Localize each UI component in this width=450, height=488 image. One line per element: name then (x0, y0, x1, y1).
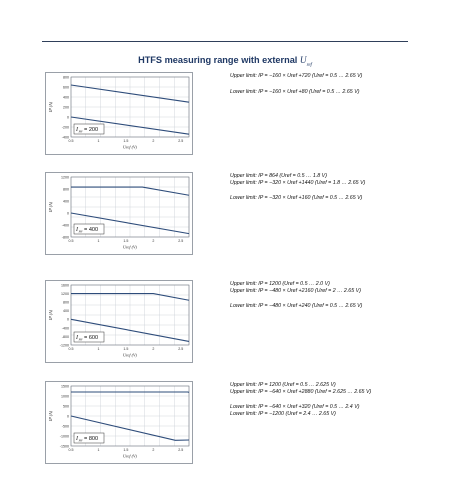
ipn-value: = 200 (84, 127, 99, 134)
y-tick-label: -400 (61, 223, 69, 228)
x-tick-label: 0.5 (68, 347, 74, 351)
y-tick-label: -800 (61, 334, 69, 339)
equation-line: Lower limit: IP = −160 × Uref +80 (Uref = 0.5 … 2.65 V) (230, 88, 360, 95)
chart-panel-3 (45, 280, 193, 363)
x-tick-label: 1 (97, 347, 100, 351)
chart-panel-4 (45, 381, 193, 464)
chart-1 (46, 73, 192, 154)
equation-group (230, 281, 362, 294)
x-tick-label: 1 (97, 239, 100, 243)
x-tick-label: 2.5 (178, 347, 184, 351)
x-tick-label: 2 (152, 139, 155, 143)
ipn-label: I (76, 335, 78, 342)
y-axis-label: IP (A) (48, 101, 53, 113)
equation-group (230, 404, 371, 417)
x-tick-label: 1 (97, 448, 100, 452)
x-tick-label: 2 (152, 347, 155, 351)
y-tick-label: 0 (67, 115, 69, 120)
y-tick-label: 0 (67, 211, 69, 216)
y-tick-label: 400 (63, 309, 69, 314)
equations-3 (230, 281, 362, 310)
x-tick-label: 2 (152, 239, 155, 243)
y-tick-label: 0 (67, 414, 69, 419)
ipn-label: I (76, 127, 78, 134)
x-tick-label: 0.5 (68, 139, 74, 143)
equations-2 (230, 173, 365, 202)
equation-line: Upper limit: IP = −480 × Uref +2160 (Uref = 2 … 2.65 V) (230, 287, 361, 294)
y-tick-label: 800 (63, 300, 69, 305)
ipn-sub: PN (78, 337, 83, 342)
y-tick-label: -400 (61, 135, 69, 140)
x-axis-label: Uref (V) (123, 352, 137, 358)
y-tick-label: 800 (63, 75, 69, 80)
y-tick-label: 500 (63, 404, 69, 409)
equation-group (230, 195, 365, 202)
y-tick-label: -800 (61, 235, 69, 240)
y-tick-label: -1000 (59, 434, 69, 439)
equations-4 (230, 382, 371, 417)
x-tick-label: 0.5 (68, 448, 74, 452)
y-axis-label: IP (A) (48, 309, 53, 321)
chart-panel-1 (45, 72, 193, 155)
y-axis-label: IP (A) (48, 410, 53, 422)
x-tick-label: 2.5 (178, 239, 184, 243)
ipn-value: = 400 (84, 227, 99, 234)
chart-2 (46, 173, 192, 254)
ipn-label: I (76, 436, 78, 443)
x-tick-label: 2.5 (178, 448, 184, 452)
equation-line: Upper limit: IP = 1200 (Uref = 0.5 … 2.625 V) (230, 382, 336, 388)
y-tick-label: 1200 (61, 291, 69, 296)
x-tick-label: 1.5 (123, 448, 129, 452)
equation-line: Upper limit: IP = −160 × Uref +720 (Uref = 0.5 … 2.65 V) (230, 73, 363, 79)
y-tick-label: 1000 (61, 394, 69, 399)
equation-group (230, 303, 362, 310)
equation-line: Upper limit: IP = −640 × Uref +2880 (Uref = 2.625 … 2.65 V) (230, 388, 372, 395)
y-tick-label: 0 (67, 317, 69, 322)
equation-line: Upper limit: IP = 864 (Uref = 0.5 … 1.8 V) (230, 173, 327, 179)
x-tick-label: 2 (152, 448, 155, 452)
equation-group (230, 382, 371, 395)
page-title: HTFS measuring range with external $U_{ref}$ (138, 55, 312, 68)
ipn-value: = 600 (84, 335, 99, 342)
x-tick-label: 0.5 (68, 239, 74, 243)
equation-line: Lower limit: IP = −640 × Uref +320 (Uref = 0.5 … 2.4 V) (230, 404, 360, 411)
x-axis-label: Uref (V) (123, 453, 137, 459)
equation-group (230, 73, 362, 80)
y-tick-label: 200 (63, 105, 69, 110)
equation-group (230, 173, 365, 186)
equations-1 (230, 73, 362, 95)
y-tick-label: -200 (61, 125, 69, 130)
equation-line: Upper limit: IP = 1200 (Uref = 0.5 … 2.0 V) (230, 281, 330, 287)
y-tick-label: 600 (63, 85, 69, 90)
x-tick-label: 1.5 (123, 139, 129, 143)
title-symbol: $U_{ref}$ (299, 55, 312, 68)
equation-group (230, 89, 362, 96)
y-tick-label: 1200 (61, 175, 69, 180)
y-tick-label: 1500 (61, 384, 69, 389)
y-tick-label: 800 (63, 187, 69, 192)
y-axis-label: IP (A) (48, 201, 53, 213)
x-tick-label: 1.5 (123, 347, 129, 351)
equation-line: Upper limit: IP = −320 × Uref +1440 (Uref = 1.8 … 2.65 V) (230, 179, 366, 186)
y-tick-label: 400 (63, 95, 69, 100)
x-axis-label: Uref (V) (123, 244, 137, 250)
x-tick-label: 1 (97, 139, 100, 143)
y-tick-label: -1500 (59, 444, 69, 449)
top-rule (42, 41, 408, 42)
y-tick-label: 1600 (61, 283, 69, 288)
x-tick-label: 2.5 (178, 139, 184, 143)
ipn-sub: PN (78, 438, 83, 443)
x-tick-label: 1.5 (123, 239, 129, 243)
ipn-sub: PN (78, 129, 83, 134)
ipn-sub: PN (78, 229, 83, 234)
y-tick-label: 400 (63, 199, 69, 204)
ipn-label: I (76, 227, 78, 234)
equation-line: Lower limit: IP = −480 × Uref +240 (Uref = 0.5 … 2.65 V) (230, 303, 363, 310)
equation-line: Lower limit: IP = −320 × Uref +160 (Uref = 0.5 … 2.65 V) (230, 195, 363, 202)
chart-3 (46, 281, 192, 362)
y-tick-label: -500 (61, 424, 69, 429)
y-tick-label: -1200 (59, 343, 69, 348)
chart-panel-2 (45, 172, 193, 255)
y-tick-label: -400 (61, 326, 69, 331)
chart-4 (46, 382, 192, 463)
x-axis-label: Uref (V) (123, 144, 137, 150)
ipn-value: = 800 (84, 436, 99, 443)
equation-line: Lower limit: IP = −1200 (Uref = 2.4 … 2.65 V) (230, 410, 336, 417)
